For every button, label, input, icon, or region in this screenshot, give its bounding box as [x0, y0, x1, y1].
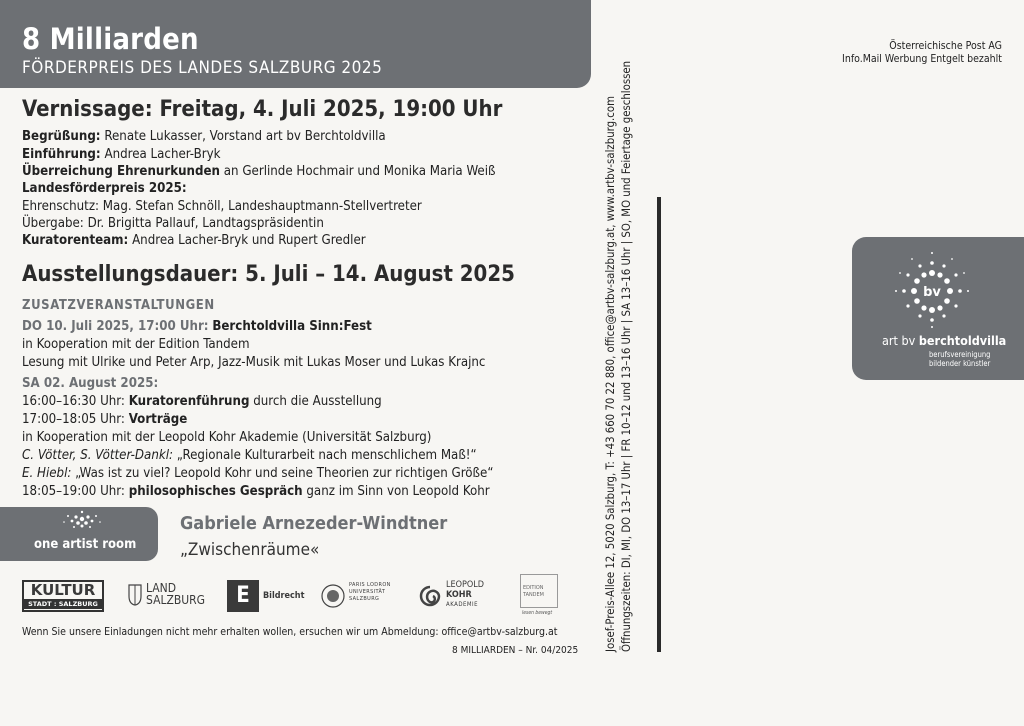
- swirl-icon: [418, 584, 442, 608]
- paris-lodron-universitaet-logo: PARIS LODRON UNIVERSITÄT SALZBURG: [321, 580, 399, 612]
- event-line: 17:00–18:05 Uhr: Vorträge: [22, 412, 188, 427]
- room-label: one artist room: [34, 537, 137, 552]
- edition-tandem-logo: EDITION TANDEM lesen bewegt: [520, 572, 564, 622]
- vernissage-line: Einführung: Andrea Lacher-Bryk: [22, 147, 221, 162]
- work-title: „Zwischenräume«: [180, 540, 320, 560]
- page-subtitle: FÖRDERPREIS DES LANDES SALZBURG 2025: [22, 58, 383, 78]
- vernissage-line: Landesförderpreis 2025:: [22, 181, 187, 196]
- issue-number: 8 MILLIARDEN – Nr. 04/2025: [452, 645, 579, 656]
- header-band: [0, 0, 591, 88]
- bildrecht-logo: E Bildrecht: [227, 580, 307, 612]
- svg-text:bv: bv: [923, 285, 941, 300]
- land-salzburg-logo: LAND SALZBURG: [128, 580, 208, 612]
- coat-of-arms-icon: [128, 584, 142, 606]
- vernissage-line: Begrüßung: Renate Lukasser, Vorstand art bv Berchtoldvilla: [22, 129, 386, 144]
- art-bv-berchtoldvilla-badge: [852, 237, 1024, 380]
- kultur-stadt-salzburg-logo: KULTUR STADT : SALZBURG: [22, 580, 104, 612]
- brand-subtitle: berufsvereinigung bildender künstler: [929, 350, 991, 368]
- events-subheading: ZUSATZVERANSTALTUNGEN: [22, 298, 215, 313]
- vernissage-line: Übergabe: Dr. Brigitta Pallauf, Landtagspräsidentin: [22, 216, 324, 231]
- leopold-kohr-akademie-logo: LEOPOLD KOHR AKADEMIE: [418, 580, 496, 612]
- page-title: 8 Milliarden: [22, 22, 199, 56]
- dot-burst-icon: [52, 507, 112, 537]
- unsubscribe-note: Wenn Sie unsere Einladungen nicht mehr erhalten wollen, ersuchen wir um Abmeldung: office@artbv-salzburg.at: [22, 626, 558, 638]
- event-line: in Kooperation mit der Leopold Kohr Akademie (Universität Salzburg): [22, 430, 432, 445]
- artist-name: Gabriele Arnezeder-Windtner: [180, 513, 448, 534]
- postage-note: Österreichische Post AG Info.Mail Werbung Entgelt bezahlt: [842, 40, 1002, 65]
- event-line: 16:00–16:30 Uhr: Kuratorenführung durch die Ausstellung: [22, 394, 382, 409]
- event-line: DO 10. Juli 2025, 17:00 Uhr: Berchtoldvilla Sinn:Fest: [22, 319, 372, 334]
- opening-hours-vertical: Öffnungszeiten: DI, MI, DO 13–17 Uhr | FR 10–12 und 13–16 Uhr | SA 13–16 Uhr | SO, MO und Feiertage geschlossen: [620, 60, 633, 652]
- event-line: Lesung mit Ulrike und Peter Arp, Jazz-Musik mit Lukas Moser und Lukas Krajnc: [22, 355, 486, 370]
- vernissage-heading: Vernissage: Freitag, 4. Juli 2025, 19:00 Uhr: [22, 97, 503, 122]
- university-seal-icon: [321, 584, 345, 608]
- one-artist-room-badge: [0, 507, 158, 561]
- bv-dot-logo-icon: [882, 243, 982, 329]
- event-line: 18:05–19:00 Uhr: philosophisches Gespräch ganz im Sinn von Leopold Kohr: [22, 484, 490, 499]
- event-line: E. Hiebl: „Was ist zu viel? Leopold Kohr und seine Theorien zur richtigen Größe“: [22, 466, 494, 481]
- event-line: in Kooperation mit der Edition Tandem: [22, 337, 250, 352]
- address-vertical: Josef-Preis-Allee 12, 5020 Salzburg, T: +43 660 70 22 880, office@artbv-salzburg.at, www.artbv-salzburg.com: [604, 96, 617, 652]
- brand-name: art bv berchtoldvilla: [882, 333, 1007, 348]
- vernissage-line: Überreichung Ehrenurkunden an Gerlinde Hochmair und Monika Maria Weiß: [22, 164, 496, 179]
- vernissage-line: Kuratorenteam: Andrea Lacher-Bryk und Rupert Gredler: [22, 233, 366, 248]
- divider-bar: [657, 197, 661, 652]
- exhibition-heading: Ausstellungsdauer: 5. Juli – 14. August 2025: [22, 262, 515, 287]
- event-line: SA 02. August 2025:: [22, 376, 159, 391]
- vernissage-line: Ehrenschutz: Mag. Stefan Schnöll, Landeshauptmann-Stellvertreter: [22, 199, 422, 214]
- event-line: C. Vötter, S. Vötter-Dankl: „Regionale Kulturarbeit nach menschlichem Maß!“: [22, 448, 477, 463]
